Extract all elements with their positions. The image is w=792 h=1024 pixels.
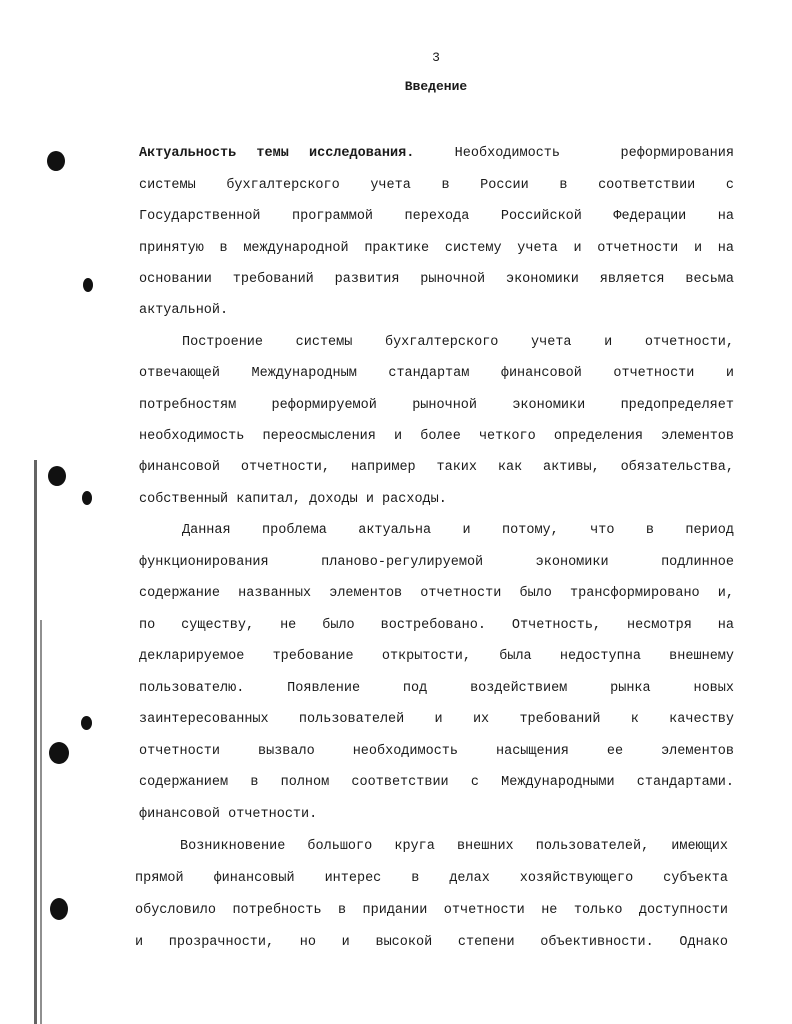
- text-line: пользователю. Появление под воздействием рынка новых: [139, 681, 734, 696]
- text-line: функционирования планово-регулируемой экономики подлинное: [139, 555, 734, 570]
- punch-hole-mark: [47, 151, 65, 171]
- punch-hole-mark: [49, 742, 69, 764]
- text-line: системы бухгалтерского учета в России в соответствии с: [139, 178, 734, 193]
- text-line: обусловило потребность в придании отчетности не только доступности: [135, 903, 728, 918]
- text-line: Государственной программой перехода Российской Федерации на: [139, 209, 734, 224]
- section-heading: Введение: [404, 79, 468, 94]
- scan-edge-streak: [40, 620, 42, 1024]
- text-line-indented: Построение системы бухгалтерского учета и отчетности,: [182, 335, 734, 350]
- text-line-indented: Данная проблема актуальна и потому, что в период: [182, 523, 734, 538]
- text-line: потребностям реформируемой рыночной экономики предопределяет: [139, 398, 734, 413]
- text-line: прямой финансовый интерес в делах хозяйствующего субъекта: [135, 871, 728, 886]
- text-line: отвечающей Международным стандартам финансовой отчетности и: [139, 366, 734, 381]
- text-line: основании требований развития рыночной экономики является весьма: [139, 272, 734, 287]
- punch-hole-mark: [81, 716, 92, 730]
- punch-hole-mark: [82, 491, 92, 505]
- text-line: Актуальность темы исследования. Необходимость реформирования: [139, 146, 734, 161]
- bold-lead: Актуальность темы исследования.: [139, 146, 415, 161]
- punch-hole-mark: [83, 278, 93, 292]
- text-line-indented: Возникновение большого круга внешних пользователей, имеющих: [180, 839, 728, 854]
- text-line: заинтересованных пользователей и их требований к качеству: [139, 712, 734, 727]
- scan-edge-streak: [34, 460, 37, 1024]
- text-line: содержанием в полном соответствии с Международными стандартами.: [139, 775, 734, 790]
- text-line: финансовой отчетности.: [139, 807, 318, 822]
- text-line: актуальной.: [139, 303, 229, 318]
- punch-hole-mark: [48, 466, 66, 486]
- text-line: необходимость переосмысления и более четкого определения элементов: [139, 429, 734, 444]
- text-line: финансовой отчетности, например таких как активы, обязательства,: [139, 460, 734, 475]
- text-line: по существу, не было востребовано. Отчетность, несмотря на: [139, 618, 734, 633]
- text-line: и прозрачности, но и высокой степени объективности. Однако: [135, 935, 728, 950]
- text-line: отчетности вызвало необходимость насыщения ее элементов: [139, 744, 734, 759]
- punch-hole-mark: [50, 898, 68, 920]
- text-line: содержание названных элементов отчетности было трансформировано и,: [139, 586, 734, 601]
- page-number: 3: [432, 50, 440, 65]
- text-line: декларируемое требование открытости, была недоступна внешнему: [139, 649, 734, 664]
- text-line: собственный капитал, доходы и расходы.: [139, 492, 447, 507]
- text-line: принятую в международной практике систему учета и отчетности и на: [139, 241, 734, 256]
